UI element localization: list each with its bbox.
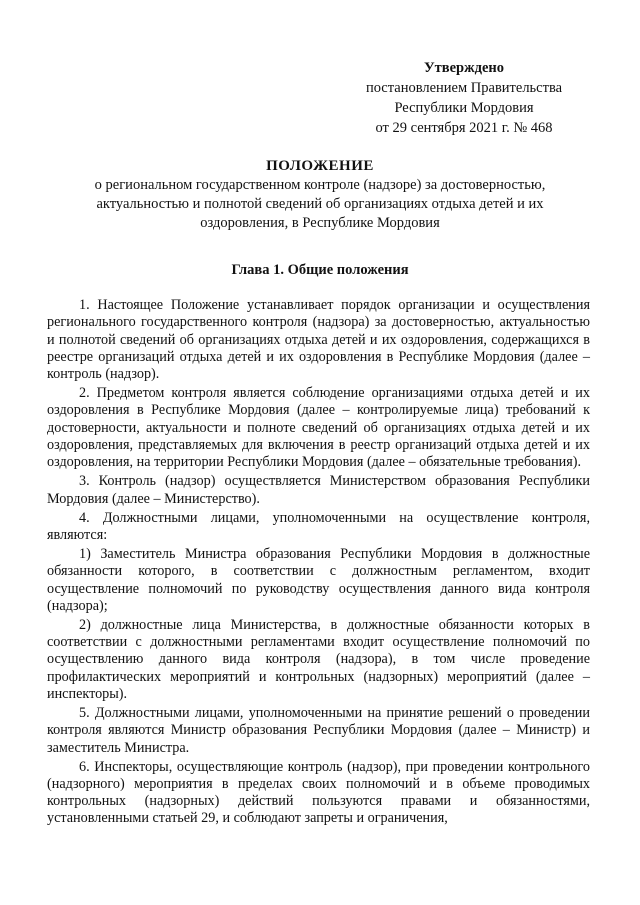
document-subtitle-line-3: оздоровления, в Республике Мордовия	[200, 215, 440, 231]
paragraph: 2) должностные лица Министерства, в должностные обязанности которых в соответствии с должностными регламентами входит осуществление полномочий по осуществлению данного вида контроля (надзора), в том числе проведение профилактических мероприятий и контрольных (надзорных) мероприятий (далее – инспекторы).	[47, 616, 590, 702]
paragraph: 4. Должностными лицами, уполномоченными на осуществление контроля, являются:	[47, 509, 590, 543]
approval-line-2: Республики Мордовия	[394, 100, 534, 116]
document-subtitle-line-1: о региональном государственном контроле (надзоре) за достоверностью,	[94, 177, 546, 193]
paragraph: 6. Инспекторы, осуществляющие контроль (надзор), при проведении контрольного (надзорного) мероприятия в пределах своих полномочий и в объеме проводимых контрольных (надзорных) действий пользуются правами и обязанностями, установленными статьей 29, и соблюдают запреты и ограничения,	[47, 758, 590, 827]
paragraph: 1) Заместитель Министра образования Республики Мордовия в должностные обязанности которого, в соответствии с должностным регламентом, входит осуществление полномочий по руководству осуществления данного вида контроля (надзора);	[47, 545, 590, 614]
paragraph: 5. Должностными лицами, уполномоченными на принятие решений о проведении контроля являются Министр образования Республики Мордовия (далее – Министр) и заместитель Министра.	[47, 704, 590, 756]
approval-stamp	[334, 58, 594, 138]
approval-line-3: от 29 сентября 2021 г. № 468	[375, 120, 553, 136]
document-heading	[50, 157, 590, 233]
chapter-title: Глава 1. Общие положения	[231, 262, 409, 278]
approval-line-1: постановлением Правительства	[365, 80, 563, 96]
paragraph: 1. Настоящее Положение устанавливает порядок организации и осуществления регионального государственного контроля (надзора) за достоверностью, актуальностью и полнотой сведений об организациях отдыха детей и их оздоровления, содержащихся в реестре организаций отдыха детей и их оздоровления в Республике Мордовия (далее – контроль (надзор).	[47, 297, 590, 383]
document-title: ПОЛОЖЕНИЕ	[266, 158, 374, 174]
paragraph: 2. Предметом контроля является соблюдение организациями отдыха детей и их оздоровления в Республике Мордовия (далее – контролируемые лица) требований к достоверности, актуальности и полноте сведений об организациях отдыха детей и их оздоровления, представляемых для включения в реестр организаций отдыха детей и их оздоровления, на территории Республики Мордовия (далее – обязательные требования).	[47, 385, 590, 471]
document-body	[47, 297, 590, 829]
approval-label: Утверждено	[424, 60, 504, 76]
document-subtitle-line-2: актуальностью и полнотой сведений об организациях отдыха детей и их	[96, 196, 544, 212]
paragraph: 3. Контроль (надзор) осуществляется Министерством образования Республики Мордовия (далее – Министерство).	[47, 473, 590, 507]
